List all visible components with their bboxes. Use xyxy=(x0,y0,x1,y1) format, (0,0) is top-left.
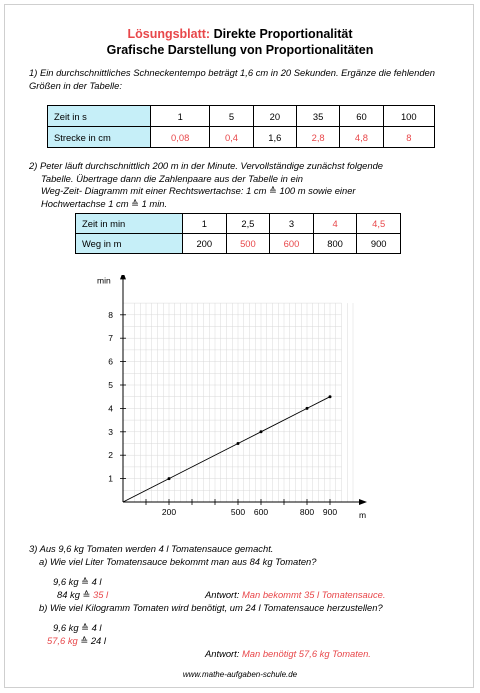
x-axis-arrow xyxy=(359,499,367,505)
task3b-line1: 9,6 kg ≙ 4 l xyxy=(53,622,102,633)
table-cell: 60 xyxy=(340,106,383,127)
table-cell: 4,8 xyxy=(340,127,383,148)
data-point xyxy=(306,407,309,410)
task3a-line1: 9,6 kg ≙ 4 l xyxy=(53,576,102,587)
y-tick-label: 3 xyxy=(108,426,113,437)
table-cell: 4,5 xyxy=(357,214,401,234)
task2-line: 2) Peter läuft durchschnittlich 200 m in der Minute. Vervollständige zunächst folgende xyxy=(29,160,384,171)
page-title xyxy=(5,27,475,41)
y-tick-label: 8 xyxy=(108,309,113,320)
data-point xyxy=(168,477,171,480)
table-cell: 4 xyxy=(313,214,357,234)
task1-table xyxy=(47,105,435,148)
table-cell: 0,08 xyxy=(151,127,210,148)
task3-question-a: a) Wie viel Liter Tomatensauce bekommt man aus 84 kg Tomaten? xyxy=(39,556,317,567)
x-axis-label: m xyxy=(359,510,367,520)
table-cell: 20 xyxy=(253,106,296,127)
task3a-solution: 35 l xyxy=(93,589,109,600)
table-row xyxy=(76,214,401,234)
y-axis-arrow xyxy=(120,275,126,279)
table-cell: 1 xyxy=(151,106,210,127)
footer-url: www.mathe-aufgaben-schule.de xyxy=(182,670,298,679)
task2-line: Weg-Zeit- Diagramm mit einer Rechtswertachse: 1 cm ≙ 100 m sowie einer xyxy=(41,185,356,197)
table-cell: 5 xyxy=(210,106,253,127)
x-tick-label: 200 xyxy=(161,507,177,517)
task2-line: Hochwertachse 1 cm ≙ 1 min. xyxy=(41,197,168,209)
x-tick-label: 500 xyxy=(230,507,246,517)
task2-line: Tabelle. Übertrage dann die Zahlenpaare aus der Tabelle in ein xyxy=(41,172,303,184)
table-cell: 35 xyxy=(296,106,339,127)
table-cell: 500 xyxy=(226,234,270,254)
title-text: Direkte Proportionalität xyxy=(213,27,353,41)
table-header-cell: Zeit in s xyxy=(48,106,151,127)
answer-label: Antwort: xyxy=(205,648,240,659)
data-point xyxy=(260,430,263,433)
table-cell: 2,5 xyxy=(226,214,270,234)
table-row xyxy=(76,234,401,254)
task3a-answer xyxy=(205,589,385,600)
table-row xyxy=(48,106,435,127)
table-cell: 1,6 xyxy=(253,127,296,148)
table-cell: 600 xyxy=(270,234,314,254)
x-tick-label: 600 xyxy=(253,507,269,517)
table-cell: 100 xyxy=(383,106,434,127)
table-header-cell: Strecke in cm xyxy=(48,127,151,148)
data-point xyxy=(237,442,240,445)
table-cell: 3 xyxy=(270,214,314,234)
y-tick-label: 4 xyxy=(108,403,113,414)
task3a-left: 84 kg ≙ xyxy=(57,589,91,600)
table-cell: 2,8 xyxy=(296,127,339,148)
table-cell: 0,4 xyxy=(210,127,253,148)
table-cell: 800 xyxy=(313,234,357,254)
distance-time-chart xyxy=(75,275,405,535)
task3b-solution: 57,6 kg xyxy=(47,635,78,646)
y-axis-label: min xyxy=(97,275,111,286)
table-cell: 900 xyxy=(357,234,401,254)
y-tick-label: 5 xyxy=(108,380,113,390)
data-point xyxy=(329,395,332,398)
table-header-cell: Weg in m xyxy=(76,234,183,254)
table-header-cell: Zeit in min xyxy=(76,214,183,234)
y-tick-label: 6 xyxy=(108,356,113,367)
task2-table xyxy=(75,213,401,254)
table-cell: 8 xyxy=(383,127,434,148)
y-tick-label: 7 xyxy=(108,333,113,344)
page-subtitle: Grafische Darstellung von Proportionalitäten xyxy=(106,43,374,57)
worksheet-page xyxy=(4,4,474,688)
answer-text: Man benötigt 57,6 kg Tomaten. xyxy=(242,648,371,659)
task3b-line2 xyxy=(47,635,106,647)
table-cell: 200 xyxy=(183,234,227,254)
task3b-right: ≙ 24 l xyxy=(80,635,106,646)
task1-text: 1) Ein durchschnittliches Schneckentempo beträgt 1,6 cm in 20 Sekunden. Ergänze die fehlenden Größen in der Tabelle: xyxy=(29,67,435,91)
y-tick-label: 1 xyxy=(108,473,113,484)
task3a-line2 xyxy=(57,589,108,601)
table-cell: 1 xyxy=(183,214,227,234)
task3-text: 3) Aus 9,6 kg Tomaten werden 4 l Tomatensauce gemacht. xyxy=(29,543,274,554)
task3b-answer xyxy=(205,648,371,659)
x-tick-label: 800 xyxy=(299,507,315,517)
task2-text xyxy=(29,160,459,210)
x-tick-label: 900 xyxy=(322,507,338,517)
answer-text: Man bekommt 35 l Tomatensauce. xyxy=(242,589,386,600)
answer-label: Antwort: xyxy=(205,589,240,600)
y-tick-label: 2 xyxy=(108,450,113,461)
title-label: Lösungsblatt: xyxy=(127,27,211,41)
task3-question-b: b) Wie viel Kilogramm Tomaten wird benötigt, um 24 l Tomatensauce herzustellen? xyxy=(39,602,383,613)
table-row xyxy=(48,127,435,148)
